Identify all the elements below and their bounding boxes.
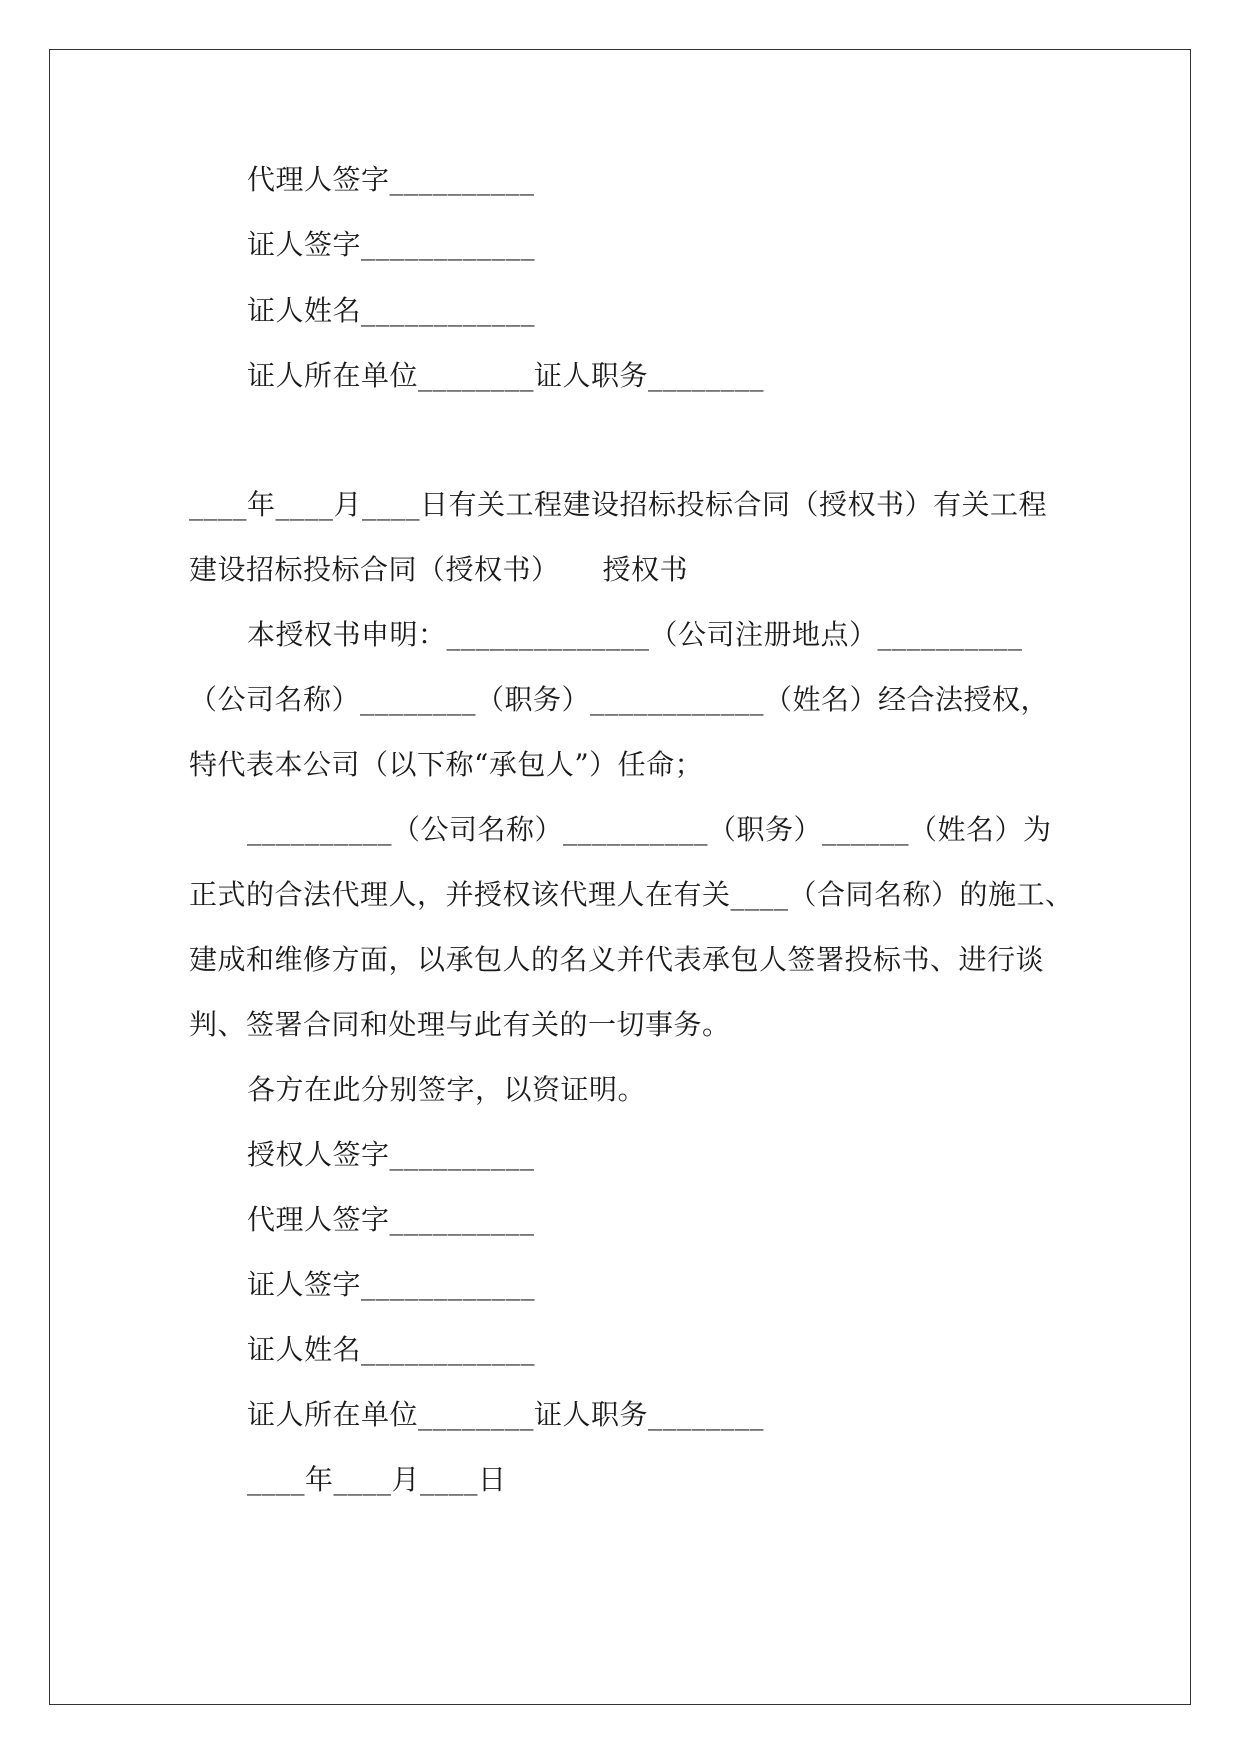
agent-signature-line-bottom: 代理人签字__________ — [247, 1203, 535, 1236]
page-border — [49, 49, 1191, 1705]
witness-name-line: 证人姓名____________ — [247, 294, 536, 327]
appointment-paragraph-line-4: 判、签署合同和处理与此有关的一切事务。 — [189, 1008, 731, 1041]
declaration-paragraph-line-2: （公司名称）________（职务）____________（姓名）经合法授权， — [189, 683, 1050, 716]
appointment-paragraph-line-3: 建成和维修方面，以承包人的名义并代表承包人签署投标书、进行谈 — [189, 943, 1045, 976]
witness-unit-position-line: 证人所在单位________证人职务________ — [247, 359, 765, 392]
declaration-paragraph-line-3: 特代表本公司（以下称“承包人”）任命； — [189, 748, 704, 781]
witness-unit-position-line-bottom: 证人所在单位________证人职务________ — [247, 1398, 765, 1431]
declaration-paragraph-line-1: 本授权书申明：______________（公司注册地点）__________ — [247, 618, 1023, 651]
grantor-signature-line: 授权人签字__________ — [247, 1138, 535, 1171]
appointment-paragraph-line-2: 正式的合法代理人，并授权该代理人在有关____（合同名称）的施工、 — [189, 878, 1074, 911]
appointment-paragraph-line-1: __________（公司名称）__________（职务）______（姓名）为 — [247, 813, 1052, 846]
attestation-line: 各方在此分别签字，以资证明。 — [247, 1073, 647, 1106]
heading-line-1: ____年____月____日有关工程建设招标投标合同（授权书）有关工程 — [189, 488, 1048, 521]
witness-signature-line-bottom: 证人签字____________ — [247, 1268, 536, 1301]
date-line: ____年____月____日 — [247, 1463, 507, 1496]
heading-line-2: 建设招标投标合同（授权书） 授权书 — [189, 553, 689, 586]
witness-name-line-bottom: 证人姓名____________ — [247, 1333, 536, 1366]
agent-signature-line: 代理人签字__________ — [247, 163, 535, 196]
witness-signature-line: 证人签字____________ — [247, 228, 536, 261]
